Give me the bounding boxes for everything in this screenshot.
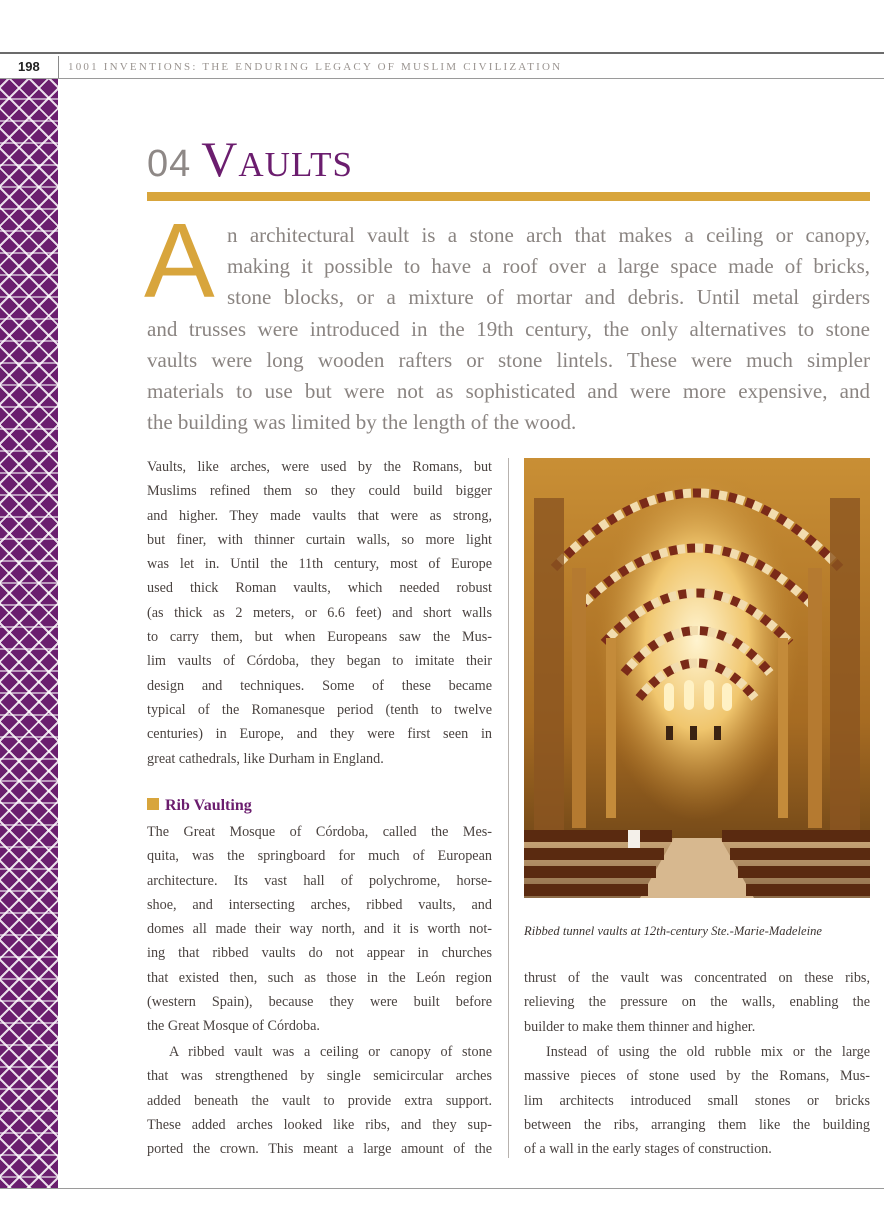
chapter-number: 04: [147, 143, 192, 185]
right-column-paragraph-2: Instead of using the old rubble mix or the large massive pieces of stone used by the Romans, Mus- lim architects introduced small stones or bricks between the ribs, arranging them like the building of a wall in the early stages of construction.: [524, 1044, 870, 1158]
intro-line: materials to use but were not as sophisticated and were more expensive, and: [147, 379, 870, 403]
column-divider: [508, 458, 509, 1158]
drop-cap: A: [144, 202, 215, 320]
footer-rule: [0, 1188, 884, 1189]
chapter-title-text: Vaults: [201, 131, 353, 187]
intro-line: making it possible to have a roof over a large space made of bricks,: [227, 254, 870, 278]
header-divider: [58, 56, 59, 78]
header-top-rule: [0, 52, 884, 54]
left-column-paragraph-3: A ribbed vault was a ceiling or canopy of stone that was strengthened by single semicircular arches added beneath the vault to provide extra support. These added arches looked like ribs, and they sup- ported the crown. This meant a large amount of the: [147, 1044, 492, 1158]
intro-line: and trusses were introduced in the 19th century, the only alternatives to stone: [147, 317, 870, 341]
intro-line: the building was limited by the length of the wood.: [147, 410, 577, 434]
running-head: 1001 INVENTIONS: THE ENDURING LEGACY OF MUSLIM CIVILIZATION: [68, 61, 563, 73]
page-number: 198: [18, 59, 40, 74]
right-column-paragraph-1: thrust of the vault was concentrated on these ribs, relieving the pressure on the walls, enabling the builder to make them thinner and higher.: [524, 970, 870, 1035]
heading-bullet-icon: [147, 798, 159, 810]
decorative-pattern-strip: [0, 79, 58, 1189]
chapter-title: [147, 130, 353, 190]
photo-caption: Ribbed tunnel vaults at 12th-century Ste.-Marie-Madeleine: [524, 924, 822, 938]
intro-line: n architectural vault is a stone arch that makes a ceiling or canopy,: [227, 223, 870, 247]
left-column-paragraph-2: The Great Mosque of Córdoba, called the Mes- quita, was the springboard for much of European architecture. Its vast hall of polychrome, horse- shoe, and intersecting arches, ribbed vaults, and domes all made their way north, and it is worth not- ing that ribbed vaults do not appear in churches that existed then, such as those in the León region (western Spain), because they were built before the Great Mosque of Córdoba.: [147, 824, 492, 1035]
title-rule: [147, 192, 870, 201]
intro-line: stone blocks, or a mixture of mortar and debris. Until metal girders: [227, 285, 870, 309]
section-heading: Rib Vaulting: [147, 797, 252, 815]
nave-photo-illustration: [524, 458, 870, 898]
left-column-paragraph-1: Vaults, like arches, were used by the Romans, but Muslims refined them so they could build bigger and higher. They made vaults that were as strong, but finer, with thinner curtain walls, so more light was let in. Until the 11th century, most of Europe used thick Roman vaults, which needed robust (as thick as 2 meters, or 6.6 feet) and short walls to carry them, but when Europeans saw the Mus- lim vaults of Córdoba, they began to imitate their design and techniques. Some of these became typical of the Romanesque period (tenth to twelve centuries) in Europe, and they were first seen in great cathedrals, like Durham in England.: [147, 459, 492, 767]
nave-photo: [524, 458, 870, 898]
intro-line: vaults were long wooden rafters or stone lintels. These were much simpler: [147, 348, 870, 372]
header-bottom-rule: [0, 78, 884, 79]
